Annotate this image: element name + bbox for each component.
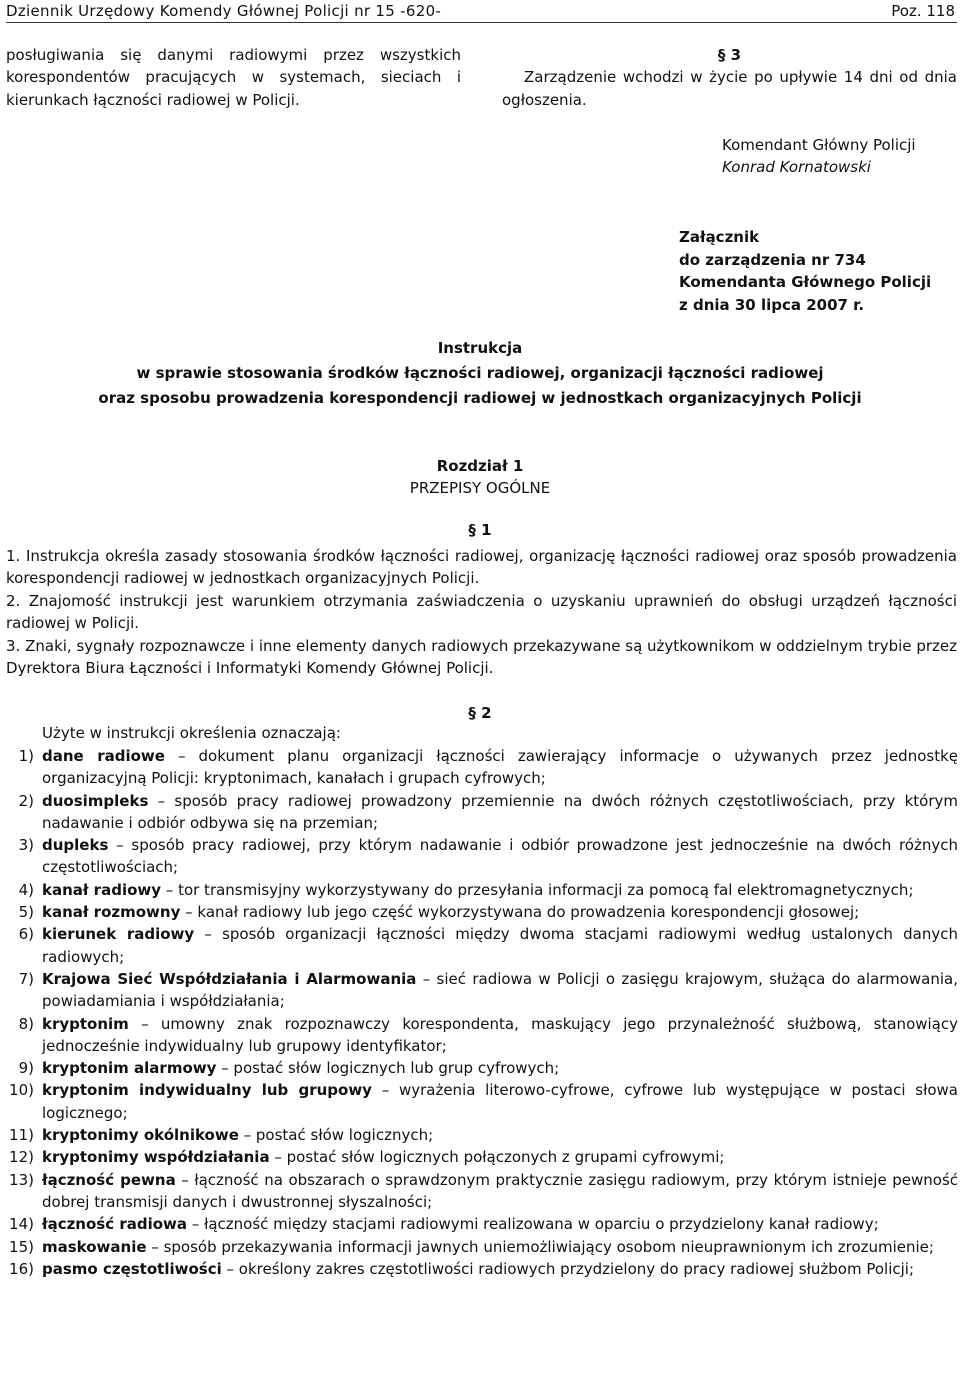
definition-term: kryptonim <box>42 1014 129 1033</box>
definition-term: łączność radiowa <box>42 1215 188 1234</box>
document-subtitle-line-1: w sprawie stosowania środków łączności radiowej, organizacji łączności radiowej <box>136 364 824 382</box>
previous-paragraph-end: posługiwania się danymi radiowymi przez wszystkich korespondentów pracujących w systemach, sieciach i kierunkach łączności radiowej w Policji. <box>6 46 461 109</box>
definition-term: maskowanie <box>42 1237 147 1256</box>
definition-item <box>0 1079 958 1124</box>
definition-text: – tor transmisyjny wykorzystywany do przesyłania informacji za pomocą fal elektromagnetycznych; <box>161 880 914 899</box>
definition-item <box>0 1213 958 1235</box>
definition-item <box>0 1013 958 1058</box>
definition-term: kryptonim indywidualny lub grupowy <box>42 1081 372 1100</box>
definition-text: – łączność na obszarach o sprawdzonym praktycznie zasięgu radiowym, przy którym istnieje pewność dobrej transmisji danych i dwustronnej słyszalności; <box>42 1170 959 1211</box>
chapter-heading <box>0 455 960 500</box>
final-provision <box>502 44 957 111</box>
definitions-list <box>0 745 958 1280</box>
attachment-block <box>679 226 931 316</box>
definition-text: – określony zakres częstotliwości radiowych przydzielony do pracy radiowej służbom Policji; <box>221 1259 915 1278</box>
definition-term: dupleks <box>42 836 109 855</box>
definition-text: – postać słów logicznych; <box>238 1126 434 1145</box>
document-title: Instrukcja <box>437 339 523 357</box>
definition-number: 15) <box>9 1237 34 1256</box>
definition-number: 6) <box>18 925 34 944</box>
section-3-text: Zarządzenie wchodzi w życie po upływie 14 dni od dnia ogłoszenia. <box>502 68 957 109</box>
definition-text: – sposób pracy radiowej, przy którym nadawanie i odbiór prowadzone jest jednocześnie na dwóch różnych częstotliwościach; <box>42 836 958 877</box>
definition-number: 12) <box>9 1148 34 1167</box>
section-1-point-2: 2. Znajomość instrukcji jest warunkiem otrzymania zaświadczenia o uzyskaniu uprawnień do obsługi urządzeń łączności radiowej w Policji. <box>6 592 957 633</box>
definition-number: 10) <box>9 1081 34 1100</box>
definition-text: – sieć radiowa w Policji o zasięgu krajowym, służąca do alarmowania, powiadamiania i współdziałania; <box>42 969 958 1011</box>
definition-number: 13) <box>9 1170 34 1189</box>
definition-text: – postać słów logicznych połączonych z grupami cyfrowymi; <box>269 1148 725 1167</box>
definition-item <box>0 923 958 968</box>
definition-text: – kanał radiowy lub jego część wykorzystywana do prowadzenia korespondencji głosowej; <box>180 903 860 922</box>
definition-term: pasmo częstotliwości <box>42 1259 222 1278</box>
definition-number: 11) <box>9 1126 34 1145</box>
definition-number: 16) <box>9 1259 34 1278</box>
definition-term: kryptonimy współdziałania <box>42 1148 270 1167</box>
attachment-label: Załącznik <box>679 228 760 246</box>
document-subtitle-line-2: oraz sposobu prowadzenia korespondencji radiowej w jednostkach organizacyjnych Policji <box>98 389 862 407</box>
signatory-role: Komendant Główny Policji <box>722 136 916 154</box>
definition-number: 1) <box>18 747 34 765</box>
definition-text: – postać słów logicznych lub grup cyfrowych; <box>216 1059 560 1078</box>
definition-number: 9) <box>18 1059 34 1078</box>
definition-term: łączność pewna <box>42 1170 176 1189</box>
definition-item <box>0 834 958 879</box>
definition-text: – sposób organizacji łączności między dwoma stacjami radiowymi według ustalonych danych radiowych; <box>42 925 958 966</box>
definition-item <box>0 745 958 790</box>
definition-number: 7) <box>18 969 34 988</box>
definition-item <box>0 1124 958 1146</box>
page-header <box>6 0 957 21</box>
definition-number: 4) <box>18 880 34 899</box>
definition-item <box>0 1258 958 1280</box>
definition-text: – łączność między stacjami radiowymi realizowana w oparciu o przydzielony kanał radiowy; <box>187 1215 879 1234</box>
definition-term: kryptonim alarmowy <box>42 1059 217 1078</box>
definition-number: 3) <box>18 836 34 855</box>
section-1-point-3: 3. Znaki, sygnały rozpoznawcze i inne elementy danych radiowych przekazywane są użytkownikom w oddzielnym trybie przez Dyrektora Biura Łączności i Informatyki Komendy Głównej Policji. <box>6 637 957 678</box>
definition-term: kanał rozmowny <box>42 903 181 922</box>
definition-text: – dokument planu organizacji łączności zawierający informacje o używanych przez jednostkę organizacyjną Policji: kryptonimach, kanałach i grupach cyfrowych; <box>42 747 959 788</box>
definitions-intro: Użyte w instrukcji określenia oznaczają: <box>42 724 341 742</box>
definition-item <box>0 1236 958 1258</box>
section-1-point-1: 1. Instrukcja określa zasady stosowania środków łączności radiowej, organizację łączności radiowej oraz sposób prowadzenia korespondencji radiowej w jednostkach organizacyjnych Policji. <box>6 547 957 588</box>
chapter-title: PRZEPISY OGÓLNE <box>409 479 551 498</box>
signature-block <box>722 134 916 178</box>
header-rule <box>6 22 957 23</box>
definition-number: 14) <box>9 1215 34 1234</box>
section-3-heading: § 3 <box>717 46 742 64</box>
definition-term: kierunek radiowy <box>42 925 195 944</box>
definition-text: – wyrażenia literowo-cyfrowe, cyfrowe lub występujące w postaci słowa logicznego; <box>42 1081 958 1122</box>
definition-term: kryptonimy okólnikowe <box>42 1126 239 1145</box>
definition-term: dane radiowe <box>42 747 165 765</box>
definition-item <box>0 790 958 835</box>
definition-item <box>0 1169 958 1214</box>
definition-item <box>0 901 958 923</box>
definition-text: – sposób przekazywania informacji jawnych uniemożliwiający osobom nieuprawnionym ich zrozumienie; <box>146 1237 934 1256</box>
definition-number: 2) <box>18 791 34 810</box>
attachment-order: do zarządzenia nr 734 <box>679 250 866 269</box>
definition-term: duosimpleks <box>42 791 149 810</box>
journal-title: Dziennik Urzędowy Komendy Głównej Policji nr 15 -620- <box>6 2 442 20</box>
definition-text: – umowny znak rozpoznawczy korespondenta, maskujący jego przynależność służbową, stanowiący jednocześnie indywidualny lub grupowy identyfikator; <box>42 1014 958 1055</box>
position-number: Poz. 118 <box>891 2 955 20</box>
definition-item <box>0 1057 958 1079</box>
definition-item <box>0 1146 958 1168</box>
attachment-issuer: Komendanta Głównego Policji <box>679 273 932 291</box>
definition-text: – sposób pracy radiowej prowadzony przemiennie na dwóch różnych częstotliwościach, przy którym nadawanie i odbiór odbywa się na przemian; <box>42 791 958 832</box>
definition-term: Krajowa Sieć Współdziałania i Alarmowania <box>42 969 417 988</box>
definition-item <box>0 968 958 1013</box>
section-2-heading: § 2 <box>468 704 492 722</box>
section-1-heading: § 1 <box>468 521 492 539</box>
definition-number: 5) <box>18 903 34 922</box>
signatory-name: Konrad Kornatowski <box>722 158 871 176</box>
attachment-date: z dnia 30 lipca 2007 r. <box>679 295 865 314</box>
definition-number: 8) <box>18 1014 34 1033</box>
definition-term: kanał radiowy <box>42 880 162 899</box>
chapter-number: Rozdział 1 <box>436 457 524 475</box>
definition-item <box>0 879 958 901</box>
